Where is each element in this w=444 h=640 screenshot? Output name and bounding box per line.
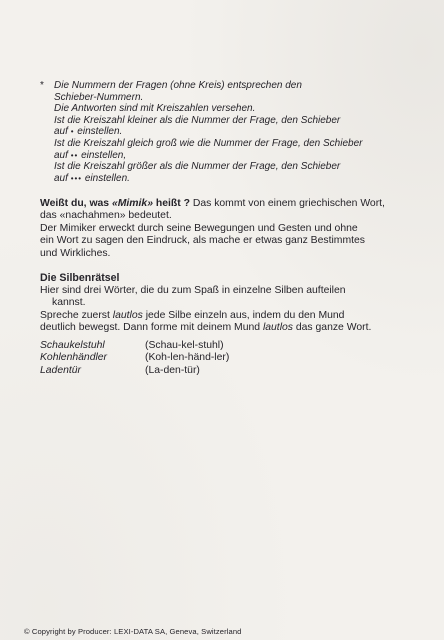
word: Schaukelstuhl (40, 340, 105, 351)
word-list (40, 340, 229, 377)
instruction-text: einstellen, (81, 149, 127, 161)
instruction-line: Die Antworten sind mit Kreiszahlen versehen. (54, 103, 256, 115)
silben-paragraph-1 (40, 285, 420, 310)
instruction-text: einstellen. (77, 126, 123, 138)
body-text: jede Silbe einzeln aus, indem du den Mund (145, 309, 345, 321)
word-row (40, 340, 229, 352)
body-text: das ganze Wort. (295, 322, 372, 334)
body-text: und Wirkliches. (40, 247, 111, 259)
emphasis-text: lautlos (262, 322, 293, 334)
instruction-line: Ist die Kreiszahl gleich groß wie die Nummer der Frage, den Schieber (54, 137, 363, 149)
instruction-line (40, 150, 420, 162)
one-dot-icon: • (70, 127, 75, 137)
body-text: kannst. (52, 297, 86, 309)
instruction-line (40, 126, 420, 138)
copyright-footer: © Copyright by Producer: LEXI-DATA SA, Geneva, Switzerland (24, 627, 242, 636)
instruction-line: Ist die Kreiszahl kleiner als die Nummer der Frage, den Schieber (54, 114, 341, 126)
instruction-text: auf (54, 172, 68, 184)
body-text: ein Wort zu sagen den Eindruck, als mache er etwas ganz Bestimmtes (40, 235, 365, 247)
silben-section (40, 285, 420, 335)
slider-instructions (40, 80, 420, 184)
asterisk-marker: * (40, 80, 44, 91)
syllable-split: (Koh-len-händ-ler) (145, 352, 230, 364)
mimik-section (40, 198, 420, 260)
question-text: Weißt du, was (40, 198, 110, 209)
word: Kohlenhändler (40, 352, 108, 364)
word: Ladentür (40, 364, 82, 376)
body-text: Hier sind drei Wörter, die du zum Spaß in einzelne Silben aufteilen (40, 285, 346, 296)
silben-paragraph-2 (40, 310, 420, 335)
body-text: das «nachahmen» bedeutet. (40, 210, 172, 222)
syllable-split: (Schau-kel-stuhl) (145, 340, 224, 351)
mimik-paragraph (40, 198, 420, 260)
word-row (40, 352, 229, 364)
syllable-split: (La-den-tür) (145, 364, 200, 376)
body-text: Das kommt von einem griechischen Wort, (192, 198, 385, 209)
word-row (40, 365, 229, 377)
instruction-line (40, 173, 420, 185)
two-dots-icon: •• (70, 150, 79, 160)
emphasis-text: lautlos (112, 309, 143, 321)
instruction-text: einstellen. (84, 172, 130, 184)
instruction-line: Schieber-Nummern. (54, 91, 144, 103)
body-text: Der Mimiker erweckt durch seine Bewegungen und Gesten und ohne (40, 222, 358, 234)
instruction-text: auf (54, 149, 68, 161)
body-text: deutlich bewegst. Dann forme mit deinem Mund (40, 322, 261, 334)
body-text: Spreche zuerst (40, 309, 110, 321)
question-text: heißt ? (155, 198, 190, 209)
three-dots-icon: ••• (70, 173, 83, 183)
instruction-line: Ist die Kreiszahl größer als die Nummer der Frage, den Schieber (54, 161, 341, 173)
instruction-text: auf (54, 126, 68, 138)
mimik-question (40, 198, 190, 209)
instruction-line: Die Nummern der Fragen (ohne Kreis) entsprechen den (54, 80, 302, 91)
section-heading: Die Silbenrätsel (40, 272, 120, 284)
question-keyword: «Mimik» (111, 198, 153, 209)
